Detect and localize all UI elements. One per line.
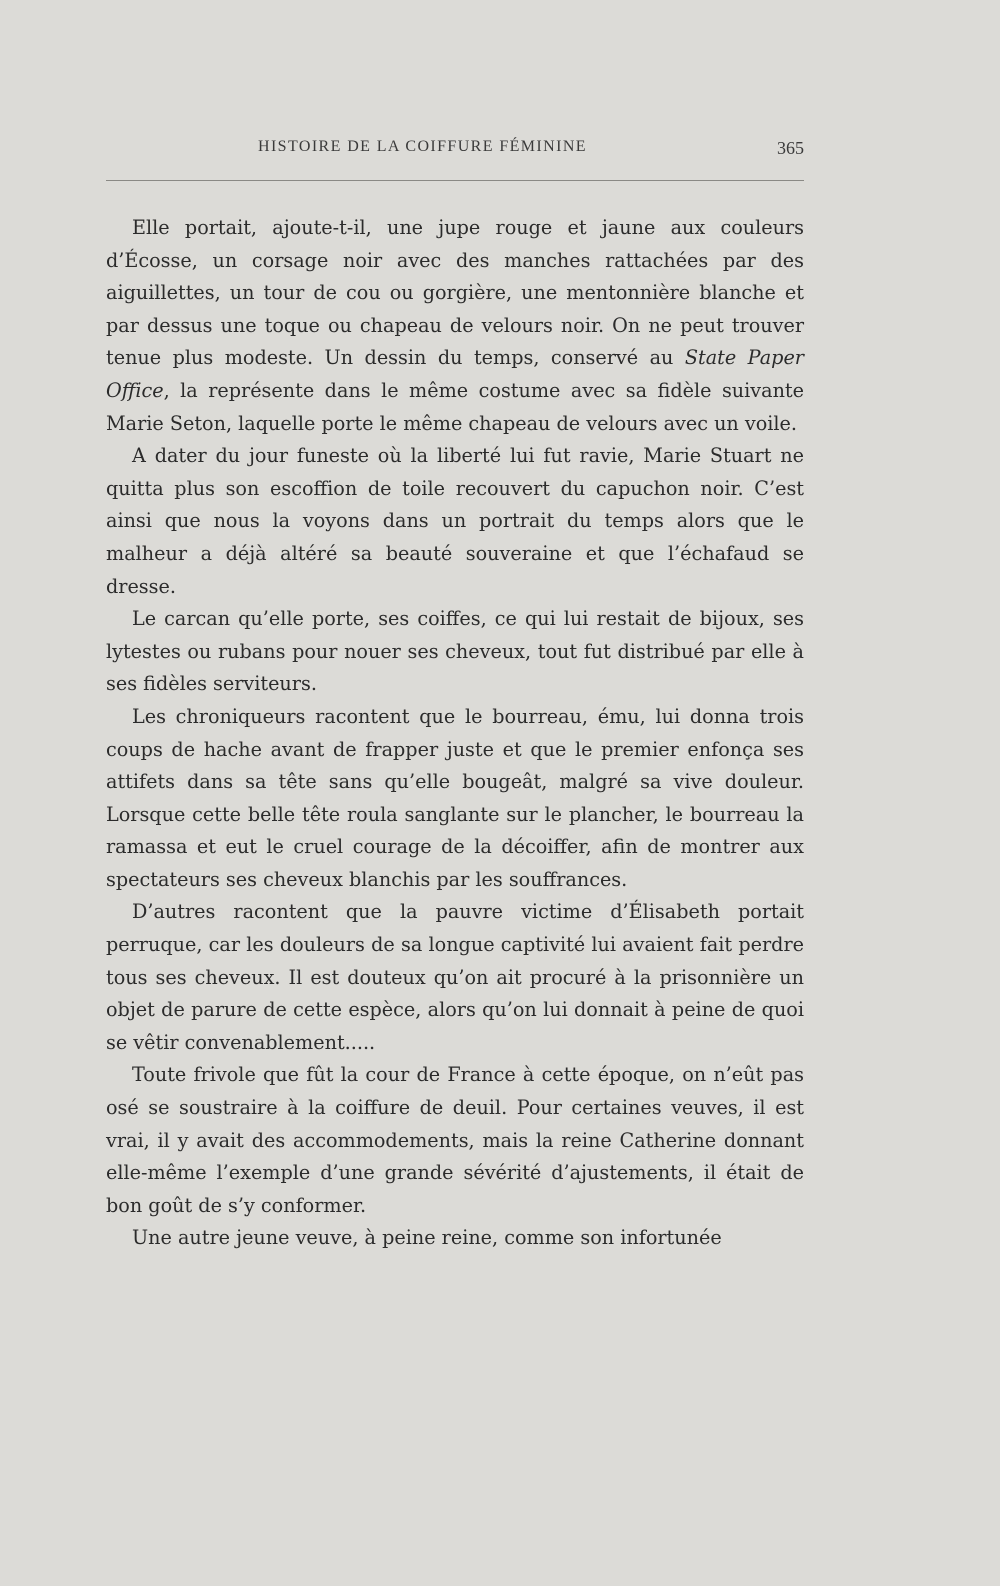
paragraph-7: Une autre jeune veuve, à peine reine, comme son infortunée [132,1226,722,1250]
paragraph-5: D’autres racontent que la pauvre victime d’Élisabeth portait perruque, car les douleurs de sa longue captivité lui avaient fait perdre tous ses cheveux. Il est douteux qu’on ait procuré à la prisonnière un objet de parure de cette espèce, alors qu’on lui donnait à peine de quoi se vêtir convenablement..... [106,900,804,1054]
paragraph-3: Le carcan qu’elle porte, ses coiffes, ce qui lui restait de bijoux, ses lytestes ou rubans pour nouer ses cheveux, tout fut distribué par elle à ses fidèles serviteurs. [106,607,804,696]
paragraph-2: A dater du jour funeste où la liberté lui fut ravie, Marie Stuart ne quitta plus son escoffion de toile recouvert du capuchon noir. C’est ainsi que nous la voyons dans un portrait du temps alors que le malheur a déjà altéré sa beauté souveraine et que l’échafaud se dresse. [106,444,804,598]
paragraph-1-emphasis: State Paper Office [106,346,804,402]
body-text [106,212,804,1255]
running-head [106,134,804,174]
header-rule [106,180,804,181]
paragraph-1-text-after: , la représente dans le même costume avec sa fidèle suivante Marie Seton, laquelle porte le même chapeau de velours avec un voile. [106,378,804,435]
paragraph-4: Les chroniqueurs racontent que le bourreau, ému, lui donna trois coups de hache avant de frapper juste et que le premier enfonça ses attifets dans sa tête sans qu’elle bougeât, malgré sa vive douleur. Lorsque cette belle tête roula sanglante sur le plancher, le bourreau la ramassa et eut le cruel courage de la décoiffer, afin de montrer aux spectateurs ses cheveux blanchis par les souffrances. [106,704,804,891]
paragraph-1 [106,212,804,440]
running-title: HISTOIRE DE LA COIFFURE FÉMININE [258,138,587,155]
paragraph-6: Toute frivole que fût la cour de France à cette époque, on n’eût pas osé se soustraire à la coiffure de deuil. Pour certaines veuves, il est vrai, il y avait des accommodements, mais la reine Catherine donnant elle-même l’exemple d’une grande sévérité d’ajustements, il était de bon goût de s’y conformer. [106,1063,804,1217]
page-number: 365 [777,138,804,158]
paragraph-1-text-before: Elle portait, ajoute-t-il, une jupe rouge et jaune aux couleurs d’Écosse, un corsage noir avec des manches rattachées par des aiguillettes, un tour de cou ou gorgière, une mentonnière blanche et par dessus une toque ou chapeau de velours noir. On ne peut trouver tenue plus modeste. Un dessin du temps, conservé au [106,216,804,370]
